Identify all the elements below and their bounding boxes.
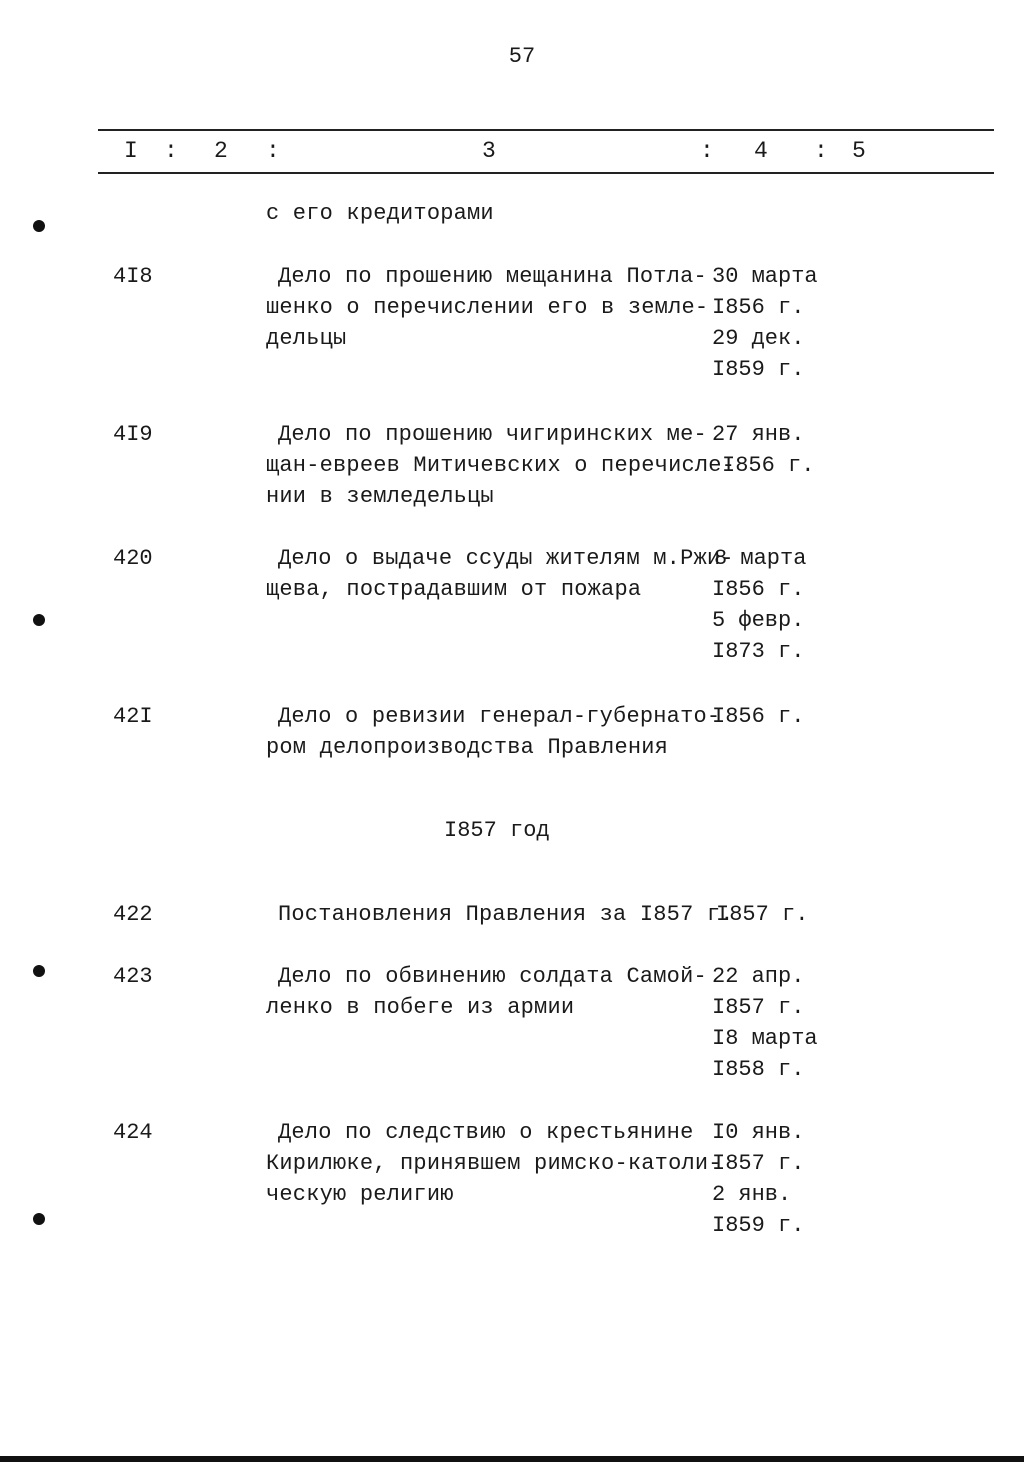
punch-hole-icon: [33, 614, 45, 626]
table-header-bottom-rule: [98, 172, 994, 174]
entry-title-line: щева, пострадавшим от пожара: [266, 577, 642, 602]
entry-number: 4I8: [113, 264, 153, 289]
entry-title-line: Дело о ревизии генерал-губернато-: [278, 704, 721, 729]
entry-date: I859 г.: [712, 1213, 805, 1238]
entry-number: 422: [113, 902, 153, 927]
entry-date: 29 дек.: [712, 326, 805, 351]
year-heading: I857 год: [444, 818, 550, 843]
entry-date: 2 янв.: [712, 1182, 792, 1207]
entry-title-line: Дело по обвинению солдата Самой-: [278, 964, 707, 989]
entry-date: I856 г.: [712, 704, 805, 729]
column-separator: :: [266, 138, 280, 164]
entry-date: 22 апр.: [712, 964, 805, 989]
table-header-top-rule: [98, 129, 994, 131]
entry-date: I857 г.: [712, 1151, 805, 1176]
entry-title-line: шенко о перечислении его в земле-: [266, 295, 709, 320]
column-header-2: 2: [214, 138, 228, 164]
entry-title-line: ческую религию: [266, 1182, 454, 1207]
entry-date: I8 марта: [712, 1026, 818, 1051]
entry-number: 4I9: [113, 422, 153, 447]
entry-date: I873 г.: [712, 639, 805, 664]
entry-number: 420: [113, 546, 153, 571]
entry-title-line: Дело по прошению мещанина Потла-: [278, 264, 707, 289]
entry-title-line: щан-евреев Митичевских о перечисле-: [266, 453, 736, 478]
entry-title-line: дельцы: [266, 326, 347, 351]
entry-date: I858 г.: [712, 1057, 805, 1082]
punch-hole-icon: [33, 1213, 45, 1225]
entry-date: I856 г.: [712, 295, 805, 320]
entry-date: 8 марта: [714, 546, 807, 571]
entry-date: 27 янв.: [712, 422, 805, 447]
column-header-5: 5: [852, 138, 866, 164]
entry-title-line: Дело по прошению чигиринских ме-: [278, 422, 707, 447]
scan-bottom-edge: [0, 1456, 1024, 1462]
entry-title-line: нии в земледельцы: [266, 484, 494, 509]
entry-date: I856 г.: [722, 453, 815, 478]
entry-title-line: Постановления Правления за I857 г.: [278, 902, 734, 927]
entry-title-line: Кирилюке, принявшем римско-католи-: [266, 1151, 722, 1176]
entry-title-line: Дело по следствию о крестьянине: [278, 1120, 694, 1145]
entry-title-line: Дело о выдаче ссуды жителям м.Ржи-: [278, 546, 734, 571]
entry-date: 30 марта: [712, 264, 818, 289]
entry-title-line: ром делопроизводства Правления: [266, 735, 669, 760]
column-separator: :: [814, 138, 828, 164]
entry-date: I857 г.: [716, 902, 809, 927]
column-header-3: 3: [482, 138, 496, 164]
entry-date: 5 февр.: [712, 608, 805, 633]
continuation-text: с его кредиторами: [266, 201, 494, 226]
entry-date: I859 г.: [712, 357, 805, 382]
entry-title-line: ленко в побеге из армии: [266, 995, 575, 1020]
entry-number: 42I: [113, 704, 153, 729]
entry-date: I857 г.: [712, 995, 805, 1020]
entry-date: I0 янв.: [712, 1120, 805, 1145]
column-separator: :: [164, 138, 178, 164]
column-header-1: I: [124, 138, 138, 164]
punch-hole-icon: [33, 965, 45, 977]
entry-number: 424: [113, 1120, 153, 1145]
column-header-4: 4: [754, 138, 768, 164]
entry-date: I856 г.: [712, 577, 805, 602]
punch-hole-icon: [33, 220, 45, 232]
column-separator: :: [700, 138, 714, 164]
page-number: 57: [508, 44, 536, 69]
entry-number: 423: [113, 964, 153, 989]
